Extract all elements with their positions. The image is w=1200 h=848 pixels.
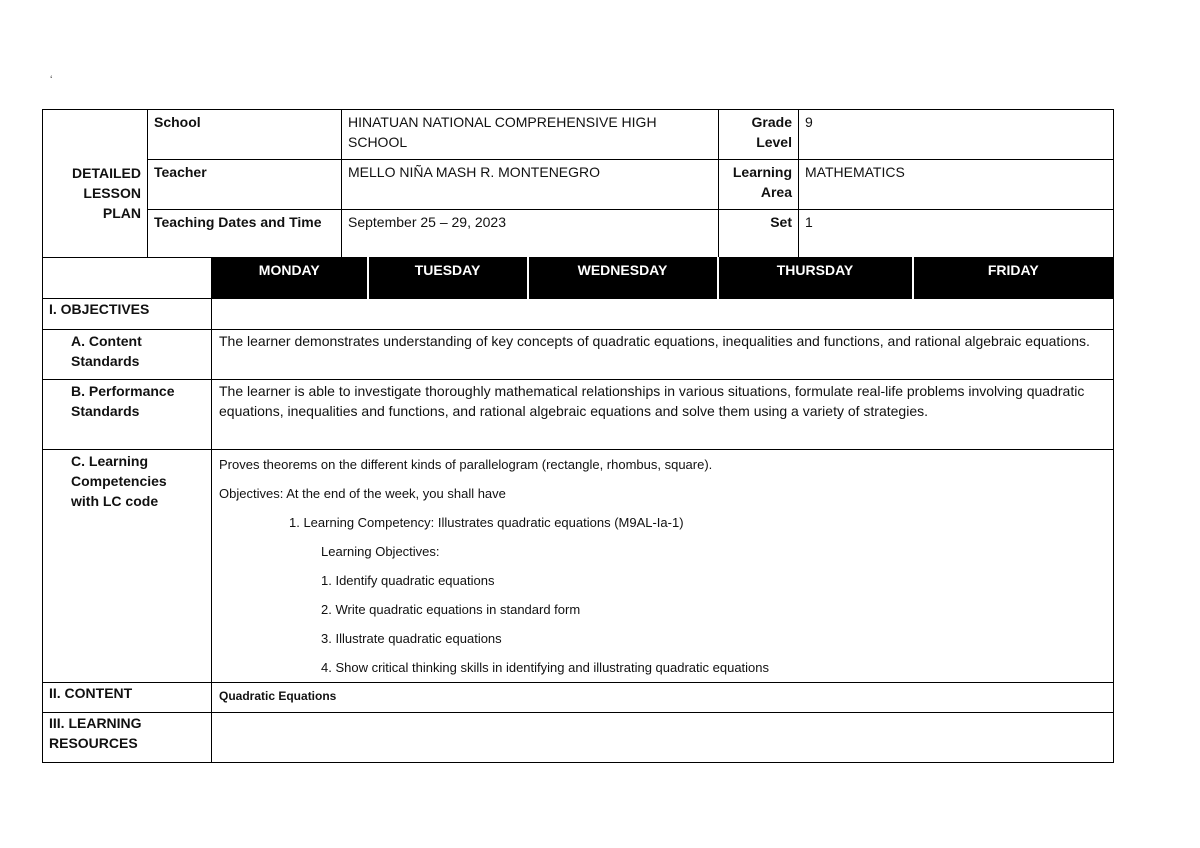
content-standards-label: A. Content Standards	[43, 330, 212, 380]
teacher-label: Teacher	[148, 160, 342, 210]
lc-line-theorem: Proves theorems on the different kinds of parallelogram (rectangle, rhombus, square).	[219, 457, 713, 472]
grade-value: 9	[799, 110, 1114, 160]
teacher-value: MELLO NIÑA MASH R. MONTENEGRO	[342, 160, 719, 210]
set-value: 1	[799, 210, 1114, 258]
lc-line-competency: 1. Learning Competency: Illustrates quadratic equations (M9AL-Ia-1)	[289, 515, 684, 530]
content-heading: II. CONTENT	[43, 683, 212, 713]
objectives-heading: I. OBJECTIVES	[43, 299, 212, 330]
lc-line-objectives-heading: Learning Objectives:	[321, 544, 440, 559]
lesson-table	[42, 257, 1114, 763]
day-wednesday: WEDNESDAY	[528, 258, 718, 299]
lc-objective-item: 4. Show critical thinking skills in identifying and illustrating quadratic equations	[321, 660, 770, 675]
lc-objective-item: 3. Illustrate quadratic equations	[321, 631, 502, 646]
day-tuesday: TUESDAY	[368, 258, 528, 299]
content-standards-text: The learner demonstrates understanding of key concepts of quadratic equations, inequalities and functions, and rational algebraic equations.	[212, 330, 1114, 380]
set-label: Set	[719, 210, 799, 258]
learning-resources-heading: III. LEARNING RESOURCES	[43, 713, 212, 763]
dates-label: Teaching Dates and Time	[148, 210, 342, 258]
objectives-cell	[212, 299, 1114, 330]
learning-area-value: MATHEMATICS	[799, 160, 1114, 210]
lc-objective-item: 1. Identify quadratic equations	[321, 573, 495, 588]
performance-standards-text: The learner is able to investigate thoroughly mathematical relationships in various situations, formulate real-life problems involving quadratic equations, inequalities and functions, and rational algebraic equations and solve them using a variety of strategies.	[212, 380, 1114, 450]
learning-resources-cell	[212, 713, 1114, 763]
plan-title: DETAILED LESSON PLAN	[43, 110, 148, 258]
day-friday: FRIDAY	[913, 258, 1114, 299]
performance-standards-label: B. Performance Standards	[43, 380, 212, 450]
learning-area-label: Learning Area	[719, 160, 799, 210]
content-value: Quadratic Equations	[212, 683, 1114, 713]
dates-value: September 25 – 29, 2023	[342, 210, 719, 258]
lc-objective-item: 2. Write quadratic equations in standard form	[321, 602, 581, 617]
header-table	[42, 109, 1114, 258]
learning-competencies-cell	[212, 450, 1114, 683]
learning-competencies-label: C. Learning Competencies with LC code	[43, 450, 212, 683]
day-monday: MONDAY	[212, 258, 368, 299]
days-corner	[43, 258, 212, 299]
page-mark: ‘	[50, 74, 53, 86]
lc-line-objectives-intro: Objectives: At the end of the week, you shall have	[219, 486, 506, 501]
grade-label: Grade Level	[719, 110, 799, 160]
day-thursday: THURSDAY	[718, 258, 913, 299]
school-label: School	[148, 110, 342, 160]
school-value: HINATUAN NATIONAL COMPREHENSIVE HIGH SCHOOL	[342, 110, 719, 160]
